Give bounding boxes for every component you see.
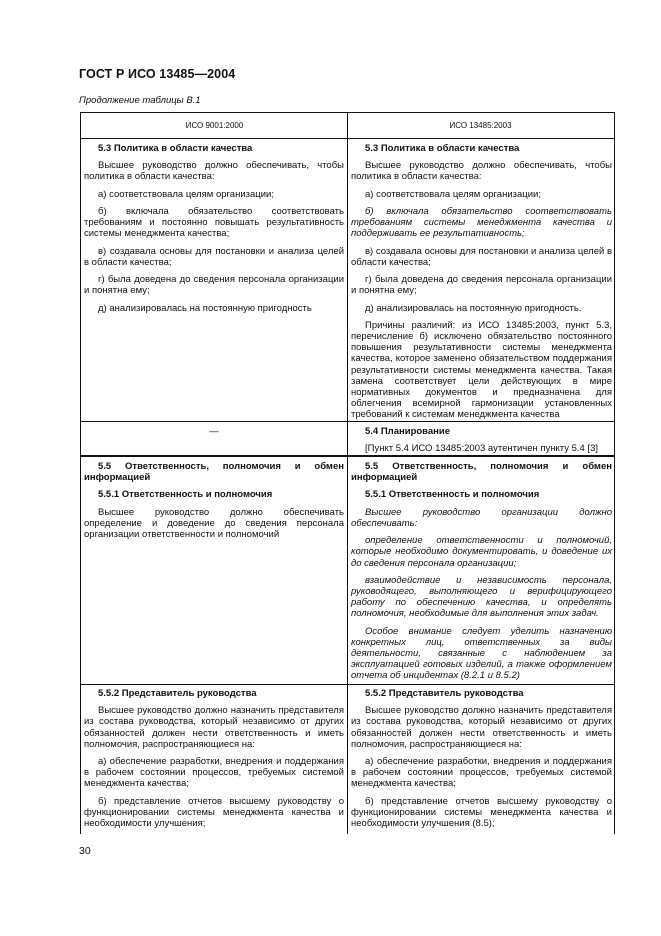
row2-right-cell xyxy=(351,426,612,461)
section-heading: 5.4 Планирование xyxy=(365,426,451,437)
subsection-heading: 5.5.1 Ответственность и полномочия xyxy=(365,489,540,501)
paragraph: Высшее руководство должно обеспечивать, чтобы политика в области качества: xyxy=(351,160,612,183)
page-number: 30 xyxy=(79,845,91,857)
section-heading: 5.5 Ответственность, полномочия и обмен информацией xyxy=(84,461,344,484)
column-header-iso13485: ИСО 13485:2003 xyxy=(449,121,512,130)
list-item: а) соответствовала целям организации; xyxy=(98,188,274,200)
row4-left-cell xyxy=(84,688,344,835)
differences-note: Причины различий: из ИСО 13485:2003, пункт 5.3, перечисление б) исключено обязательство постоянного повышения результативности системы менеджмента качества, которое заменено обязательством поддержания результативности системы менеджмента качества. Такая замена соответствует цели действующих в мире нормативных документов и предназначена для облегчения всемирной гармонизации установленных требований к системам менеджмента качества xyxy=(351,320,612,420)
subsection-heading: 5.5.1 Ответственность и полномочия xyxy=(98,489,273,501)
list-item: г) была доведена до сведения персонала организации и понятна ему; xyxy=(351,274,612,297)
paragraph: Высшее руководство должно назначить представителя из состава руководства, который независимо от других обязанностей должен нести ответственность и иметь полномочия, распространяющиеся на: xyxy=(351,705,612,750)
section-heading: 5.3 Политика в области качества xyxy=(98,143,253,154)
list-item: а) обеспечение разработки, внедрения и поддержания в рабочем состоянии процессов, требуемых системой менеджмента качества; xyxy=(84,756,344,790)
section-heading: 5.5 Ответственность, полномочия и обмен информацией xyxy=(351,461,612,484)
list-item: д) анализировалась на постоянную пригодность xyxy=(98,302,312,314)
paragraph: Высшее руководство организации должно обеспечивать: xyxy=(351,506,612,529)
list-item: в) создавала основы для постановки и анализа целей в области качества; xyxy=(351,245,612,268)
list-item: б) включала обязательство соответствовать требованиям и постоянно повышать результативность системы менеджмента качества; xyxy=(84,206,344,240)
paragraph: Высшее руководство должно обеспечивать определение и доведение до сведения персонала организации ответственности и полномочий xyxy=(84,506,344,541)
table-caption: Продолжение таблицы В.1 xyxy=(79,95,201,106)
paragraph: [Пункт 5.4 ИСО 13485:2003 аутентичен пункту 5.4 [3] xyxy=(365,443,599,455)
section-heading: 5.3 Политика в области качества xyxy=(365,143,520,154)
list-item: в) создавала основы для постановки и анализа целей в области качества; xyxy=(84,245,344,268)
list-item: б) представление отчетов высшему руководству о функционировании системы менеджмента качества и необходимости улучшения; xyxy=(84,795,344,829)
paragraph: Особое внимание следует уделить назначению конкретных лиц, ответственных за виды деятельности, связанные с наблюдением за эксплуатацией готовых изделий, а также оформлением отчета об инцидентах (8.2.1 и 8.5.2) xyxy=(351,625,612,681)
paragraph: определение ответственности и полномочий, которые необходимо документировать, и доведение их до сведения персонала организации; xyxy=(351,535,612,569)
row3-left-cell xyxy=(84,461,344,546)
paragraph: Высшее руководство должно назначить представителя из состава руководства, который независимо от других обязанностей должен нести ответственность и иметь полномочия, распространяющиеся на: xyxy=(84,705,344,750)
subsection-heading: 5.5.2 Представитель руководства xyxy=(98,688,257,699)
subsection-heading: 5.5.2 Представитель руководства xyxy=(365,688,524,699)
list-item: а) обеспечение разработки, внедрения и поддержания в рабочем состоянии процессов, требуемых системой менеджмента качества; xyxy=(351,756,612,790)
row1-right-cell xyxy=(351,143,612,426)
document-title: ГОСТ Р ИСО 13485—2004 xyxy=(79,67,236,81)
row3-right-cell xyxy=(351,461,612,687)
column-divider xyxy=(347,112,348,834)
header-separator xyxy=(80,138,615,139)
list-item: б) включала обязательство соответствовать требованиям системы менеджмента качества и поддерживать ее результативность; xyxy=(351,206,612,240)
row4-right-cell xyxy=(351,688,612,835)
row2-left-cell xyxy=(84,426,344,443)
list-item: г) была доведена до сведения персонала организации и понятна ему; xyxy=(84,274,344,297)
paragraph: взаимодействие и независимость персонала, руководящего, выполняющего и верифицирующего работу по обеспечению качества, и определять полномочия, необходимые для выполнения этих задач. xyxy=(351,574,612,620)
paragraph: Высшее руководство должно обеспечивать, чтобы политика в области качества: xyxy=(84,160,344,183)
empty-dash: — xyxy=(209,426,219,437)
column-header-iso9001: ИСО 9001:2000 xyxy=(185,121,244,130)
list-item: а) соответствовала целям организации; xyxy=(365,188,541,200)
list-item: б) представление отчетов высшему руководству о функционировании системы менеджмента качества и необходимости улучшения (8.5); xyxy=(351,795,612,829)
list-item: д) анализировалась на постоянную пригодность. xyxy=(365,302,582,314)
row1-left-cell xyxy=(84,143,344,320)
